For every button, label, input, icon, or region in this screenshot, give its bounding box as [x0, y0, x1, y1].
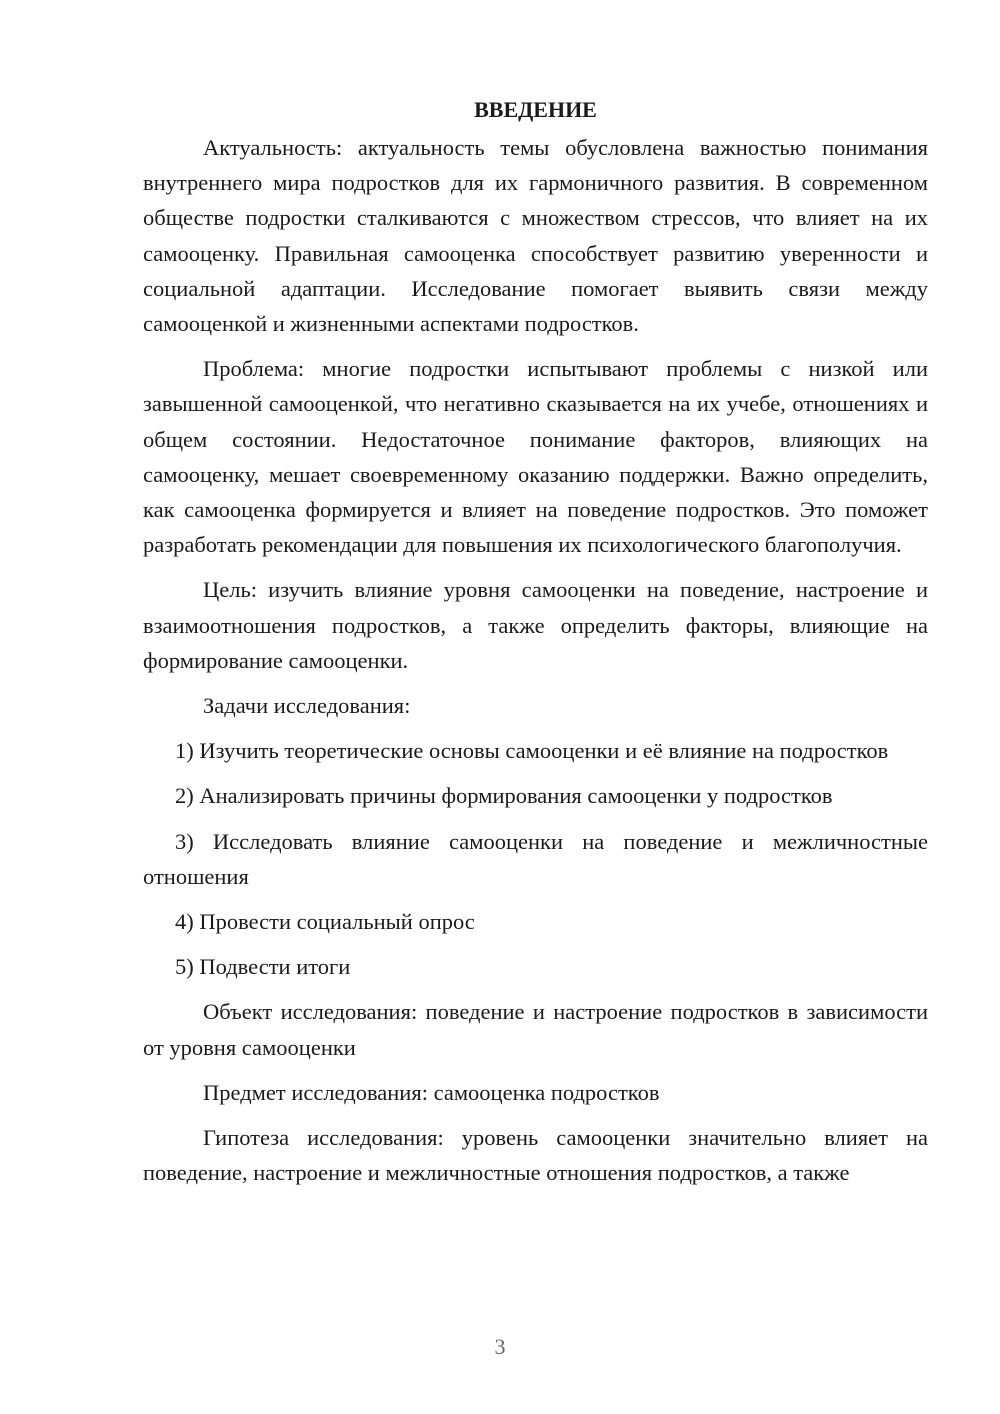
- list-item: 1) Изучить теоретические основы самооценки и её влияние на подростков: [175, 738, 889, 764]
- tasks-title: Задачи исследования:: [203, 693, 411, 719]
- list-item: 2) Анализировать причины формирования самооценки у подростков: [175, 783, 833, 809]
- list-item: 5) Подвести итоги: [175, 954, 351, 980]
- object-paragraph: Объект исследования: поведение и настроение подростков в зависимости от уровня самооценки: [143, 999, 928, 1060]
- hypothesis-paragraph: Гипотеза исследования: уровень самооценки значительно влияет на поведение, настроение и межличностные отношения подростков, а также: [143, 1125, 928, 1186]
- list-item: 3) Исследовать влияние самооценки на поведение и межличностные отношения: [143, 828, 928, 889]
- document-page: [143, 92, 928, 1200]
- goal-paragraph: Цель: изучить влияние уровня самооценки на поведение, настроение и взаимоотношения подростков, а также определить факторы, влияющие на формирование самооценки.: [143, 577, 928, 673]
- section-heading: ВВЕДЕНИЕ: [474, 97, 597, 122]
- problem-paragraph: Проблема: многие подростки испытывают проблемы с низкой или завышенной самооценкой, что негативно сказывается на их учебе, отношениях и общем состоянии. Недостаточное понимание факторов, влияющих на самооценку, мешает своевременному оказанию поддержки. Важно определить, как самооценка формируется и влияет на поведение подростков. Это поможет разработать рекомендации для повышения их психологического благополучия.: [143, 356, 928, 558]
- page-number: 3: [494, 1334, 506, 1359]
- list-item: 4) Провести социальный опрос: [175, 909, 475, 935]
- tasks-list: [143, 733, 928, 984]
- relevance-paragraph: Актуальность: актуальность темы обусловлена важностью понимания внутреннего мира подростков для их гармоничного развития. В современном обществе подростки сталкиваются с множеством стрессов, что влияет на их самооценку. Правильная самооценка способствует развитию уверенности и социальной адаптации. Исследование помогает выявить связи между самооценкой и жизненными аспектами подростков.: [143, 135, 928, 337]
- subject-paragraph: Предмет исследования: самооценка подростков: [203, 1079, 660, 1105]
